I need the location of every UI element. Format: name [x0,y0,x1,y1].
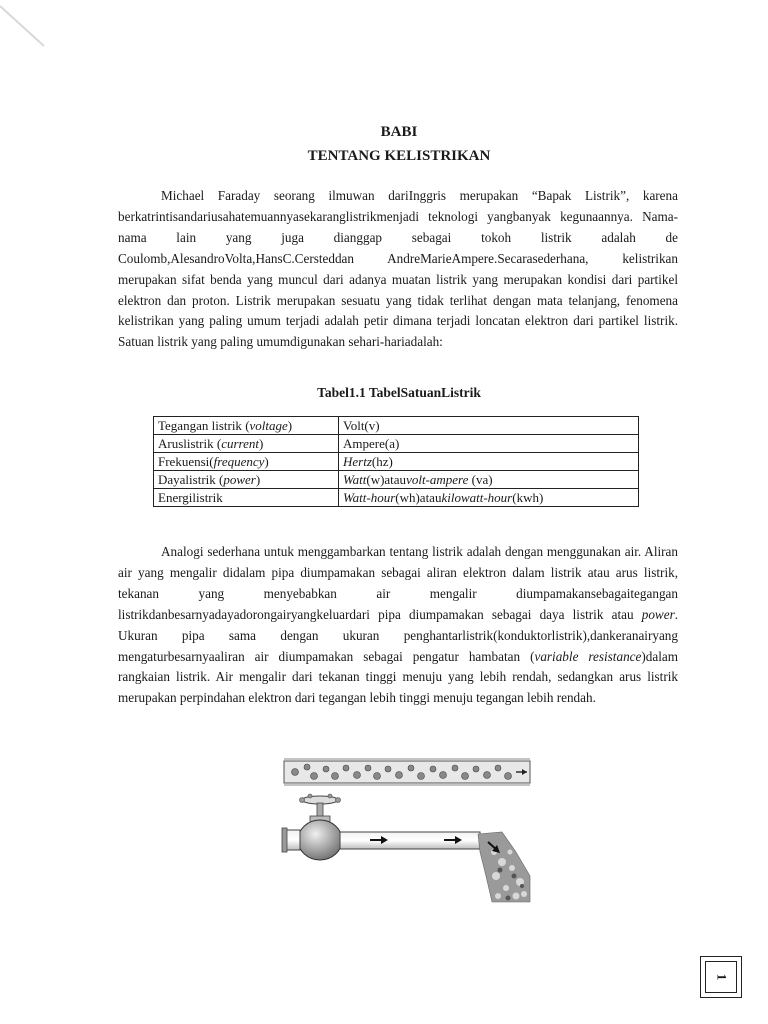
intro-paragraph-text: Michael Faraday seorang ilmuwan dariInggris merupakan “Bapak Listrik”, karena berkatrintisandariusahatemuannyasekaranglistrikmenjadi teknologi yangbanyak kegunaannya. Nama-nama lain yang juga dianggap sebagai tokoh listrik adalah de Coulomb,AlesandroVolta,HansC.Cersteddan AndreMarieAmpere.Secarasederhana, kelistrikan merupakan sifat benda yang muncul dari adanya muatan listrik yang merupakan kondisi dari partikel elektron dan proton. Listrik merupakan sesuatu yang tidak terlihat dengan mata telanjang, fenomena kelistrikan yang paling umum terjadi adalah petir dimana terjadi loncatan elektron dari partikel listrik. Satuan listrik yang paling umumdigunakan sehari-hariadalah: [118,188,678,350]
units-table [153,416,639,507]
page-number-box [700,956,742,998]
table-cell-unit: Watt(w)atauvolt-ampere (va) [339,471,639,489]
table-row [154,435,639,453]
chapter-title: TENTANG KELISTRIKAN [307,148,491,164]
table-cell-quantity: Frekuensi(frequency) [154,453,339,471]
table-cell-unit: Volt(v) [339,417,639,435]
table-row [154,471,639,489]
table-row [154,417,639,435]
table-caption: Tabel1.1 TabelSatuanListrik [317,385,481,400]
water-pipe-analogy-illustration [280,756,532,904]
chapter-label: BABI [380,124,418,140]
table-cell-quantity: Energilistrik [154,489,339,507]
table-row [154,489,639,507]
water-pipe [340,832,480,849]
table-cell-unit: Watt-hour(wh)ataukilowatt-hour(kwh) [339,489,639,507]
analogy-paragraph: Analogi sederhana untuk menggambarkan tentang listrik adalah dengan menggunakan air. Aliran air yang mengalir didalam pipa diumpamakan sebagai aliran elektron dalam listrik atau arus listrik, tekanan yang menyebabkan air mengalir diumpamakansebagaitegangan listrikdanbesarnyadayadorongairyangkeluardari pipa diumpamakan sebagai daya listrik atau power. Ukuran pipa sama dengan ukuran penghantarlistrik(konduktorlistrik),dankeranairyang mengaturbesarnyaaliran air diumpamakan sebagai pengatur hambatan (variable resistance)dalam rangkaian listrik. Air mengalir dari tekanan tinggi menuju yang lebih rendah, sedangkan arus listrik merupakan perpindahan elektron dari tegangan lebih tinggi menuju tegangan lebih rendah. [118,544,678,706]
table-cell-quantity: Aruslistrik (current) [154,435,339,453]
water-outflow [478,832,530,902]
intro-paragraph [118,186,678,353]
table-cell-quantity: Tegangan listrik (voltage) [154,417,339,435]
table-cell-unit: Hertz(hz) [339,453,639,471]
valve-handle-icon [300,794,341,817]
page-corner-fold [0,0,60,60]
valve-body [282,816,342,860]
table-cell-unit: Ampere(a) [339,435,639,453]
electron-tube [284,759,530,785]
page-number: 1 [714,973,729,981]
table-cell-quantity: Dayalistrik (power) [154,471,339,489]
table-row [154,453,639,471]
